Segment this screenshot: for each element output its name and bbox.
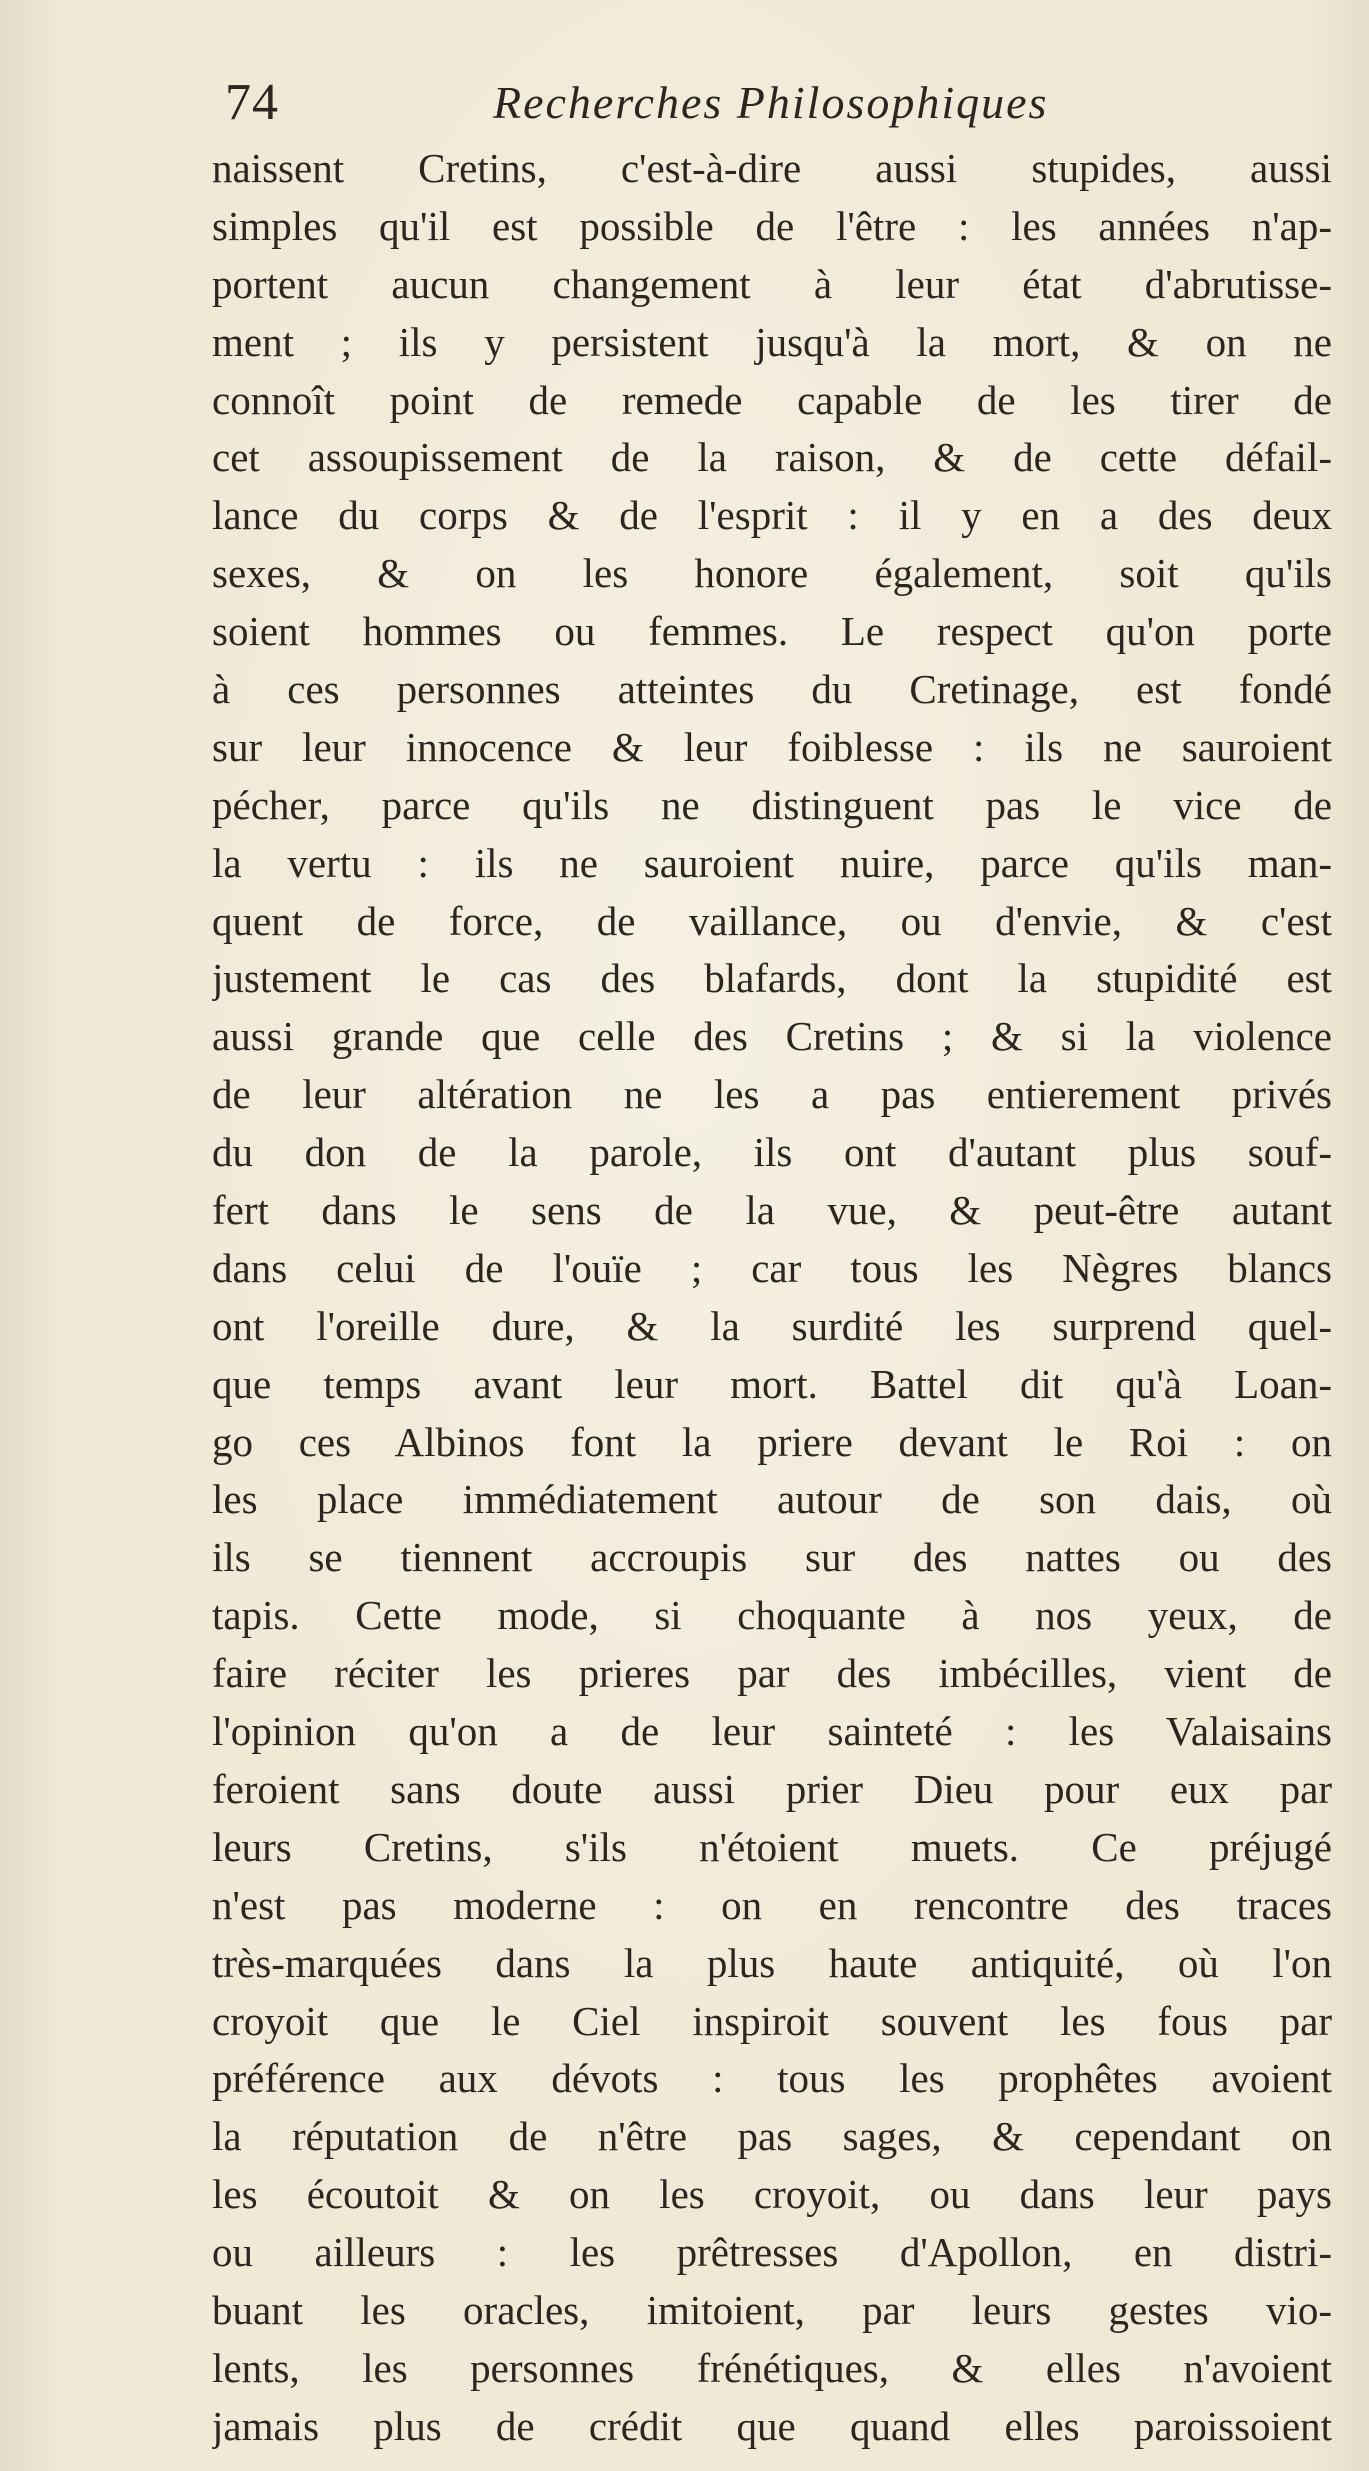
text-line: la vertu : ils ne sauroient nuire, parce qu'ils man- [212,839,1332,886]
text-line: jamais plus de crédit que quand elles paroissoient [212,2402,1332,2449]
text-line: très-marquées dans la plus haute antiquité, où l'on [212,1939,1332,1986]
text-line: préférence aux dévots : tous les prophêtes avoient [212,2055,1332,2102]
text-line: que temps avant leur mort. Battel dit qu'à Loan- [212,1360,1332,1407]
text-line: naissent Cretins, c'est-à-dire aussi stupides, aussi [212,145,1332,191]
text-line: n'est pas moderne : on en rencontre des traces [212,1881,1332,1928]
page-number: 74 [225,74,279,131]
text-line: buant les oracles, imitoient, par leurs gestes vio- [212,2286,1332,2333]
text-line: lents, les personnes frénétiques, & elles n'avoient [212,2344,1332,2391]
text-line: à ces personnes atteintes du Cretinage, est fondé [212,666,1332,713]
text-line: soient hommes ou femmes. Le respect qu'on porte [212,608,1332,655]
text-line: du don de la parole, ils ont d'autant plus souf- [212,1129,1332,1176]
body-text [212,140,1332,2456]
text-line: de leur altération ne les a pas entierement privés [212,1071,1332,1118]
text-line: pécher, parce qu'ils ne distinguent pas le vice de [212,781,1332,828]
text-line: tapis. Cette mode, si choquante à nos yeux, de [212,1592,1332,1639]
text-line: faire réciter les prieres par des imbécilles, vient de [212,1650,1332,1697]
text-line: les place immédiatement autour de son dais, où [212,1476,1332,1523]
text-line: leurs Cretins, s'ils n'étoient muets. Ce préjugé [212,1823,1332,1870]
text-line: cet assoupissement de la raison, & de cette défail- [212,434,1332,481]
page-header [225,68,1125,138]
text-line: feroient sans doute aussi prier Dieu pour eux par [212,1765,1332,1812]
text-line: justement le cas des blafards, dont la stupidité est [212,955,1332,1002]
text-line: ment ; ils y persistent jusqu'à la mort, & on ne [212,318,1332,365]
text-line: dans celui de l'ouïe ; car tous les Nègres blancs [212,1244,1332,1291]
running-title: Recherches Philosophiques [493,77,1049,128]
text-line: l'opinion qu'on a de leur sainteté : les Valaisains [212,1708,1332,1755]
text-line: croyoit que le Ciel inspiroit souvent les fous par [212,1997,1332,2044]
text-line: quent de force, de vaillance, ou d'envie, & c'est [212,897,1332,944]
text-line: la réputation de n'être pas sages, & cependant on [212,2113,1332,2160]
text-line: fert dans le sens de la vue, & peut-être autant [212,1187,1332,1234]
text-line: portent aucun changement à leur état d'abrutisse- [212,260,1332,307]
text-line: ils se tiennent accroupis sur des nattes ou des [212,1534,1332,1581]
text-line: ont l'oreille dure, & la surdité les surprend quel- [212,1302,1332,1349]
text-line: go ces Albinos font la priere devant le Roi : on [212,1418,1332,1465]
text-line: les écoutoit & on les croyoit, ou dans leur pays [212,2171,1332,2218]
text-line: lance du corps & de l'esprit : il y en a des deux [212,492,1332,539]
text-line: sexes, & on les honore également, soit qu'ils [212,550,1332,597]
text-line: aussi grande que celle des Cretins ; & si la violence [212,1013,1332,1060]
text-line: sur leur innocence & leur foiblesse : ils ne sauroient [212,723,1332,770]
text-line: connoît point de remede capable de les tirer de [212,376,1332,423]
text-line: simples qu'il est possible de l'être : les années n'ap- [212,202,1332,249]
text-line: ou ailleurs : les prêtresses d'Apollon, en distri- [212,2229,1332,2276]
